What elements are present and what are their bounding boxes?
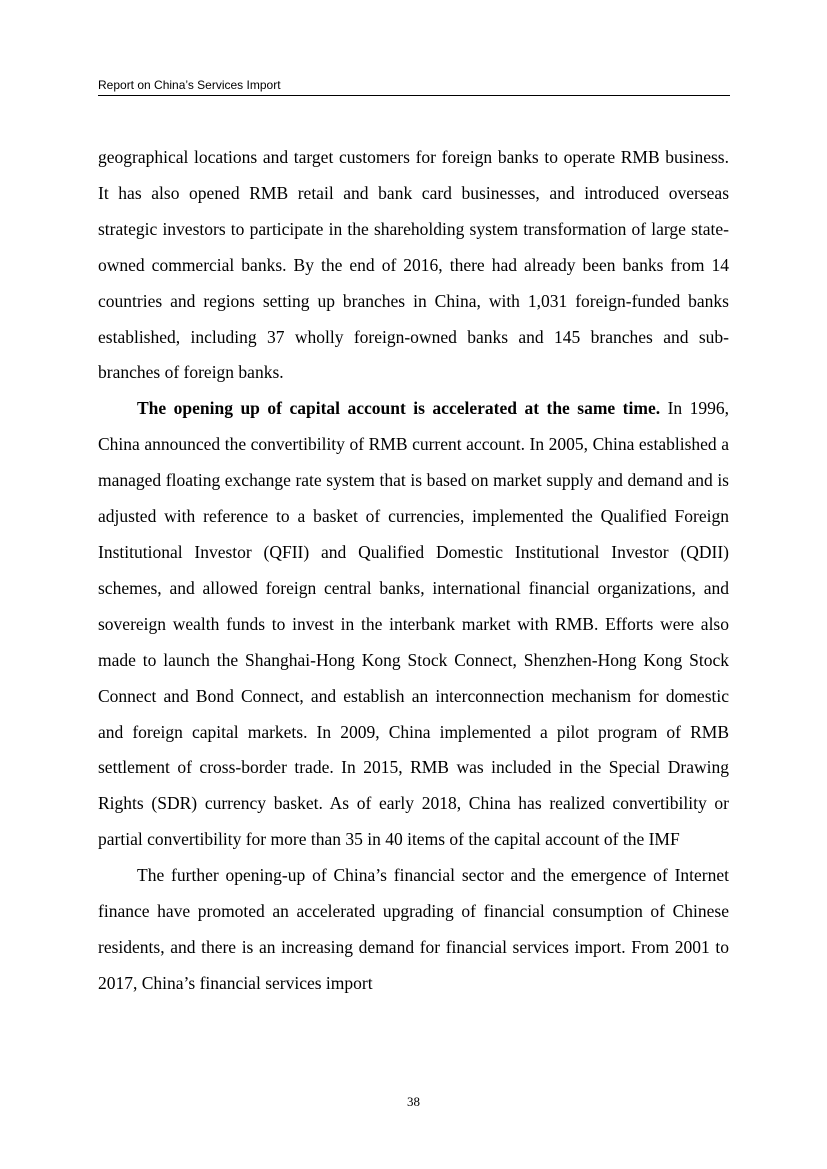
running-header: Report on China’s Services Import	[98, 78, 730, 96]
page-number: 38	[407, 1094, 420, 1109]
body-text	[98, 140, 729, 1002]
paragraph-bold-lead: The opening up of capital account is accelerated at the same time.	[137, 398, 661, 419]
paragraph-capital-account	[98, 391, 729, 858]
paragraph-financial-import: The further opening-up of China’s financial sector and the emergence of Internet finance have promoted an accelerated upgrading of financial consumption of Chinese residents, and there is an increasing demand for financial services import. From 2001 to 2017, China’s financial services import	[98, 865, 729, 993]
paragraph-continued: geographical locations and target customers for foreign banks to operate RMB business. It has also opened RMB retail and bank card businesses, and introduced overseas strategic investors to participate in the shareholding system transformation of large state-owned commercial banks. By the end of 2016, there had already been banks from 14 countries and regions setting up branches in China, with 1,031 foreign-funded banks established, including 37 wholly foreign-owned banks and 145 branches and sub-branches of foreign banks.	[98, 147, 729, 383]
paragraph-body: In 1996, China announced the convertibility of RMB current account. In 2005, China established a managed floating exchange rate system that is based on market supply and demand and is adjusted with reference to a basket of currencies, implemented the Qualified Foreign Institutional Investor (QFII) and Qualified Domestic Institutional Investor (QDII) schemes, and allowed foreign central banks, international financial organizations, and sovereign wealth funds to invest in the interbank market with RMB. Efforts were also made to launch the Shanghai-Hong Kong Stock Connect, Shenzhen-Hong Kong Stock Connect and Bond Connect, and establish an interconnection mechanism for domestic and foreign capital markets. In 2009, China implemented a pilot program of RMB settlement of cross-border trade. In 2015, RMB was included in the Special Drawing Rights (SDR) currency basket. As of early 2018, China has realized convertibility or partial convertibility for more than 35 in 40 items of the capital account of the IMF	[98, 398, 730, 850]
